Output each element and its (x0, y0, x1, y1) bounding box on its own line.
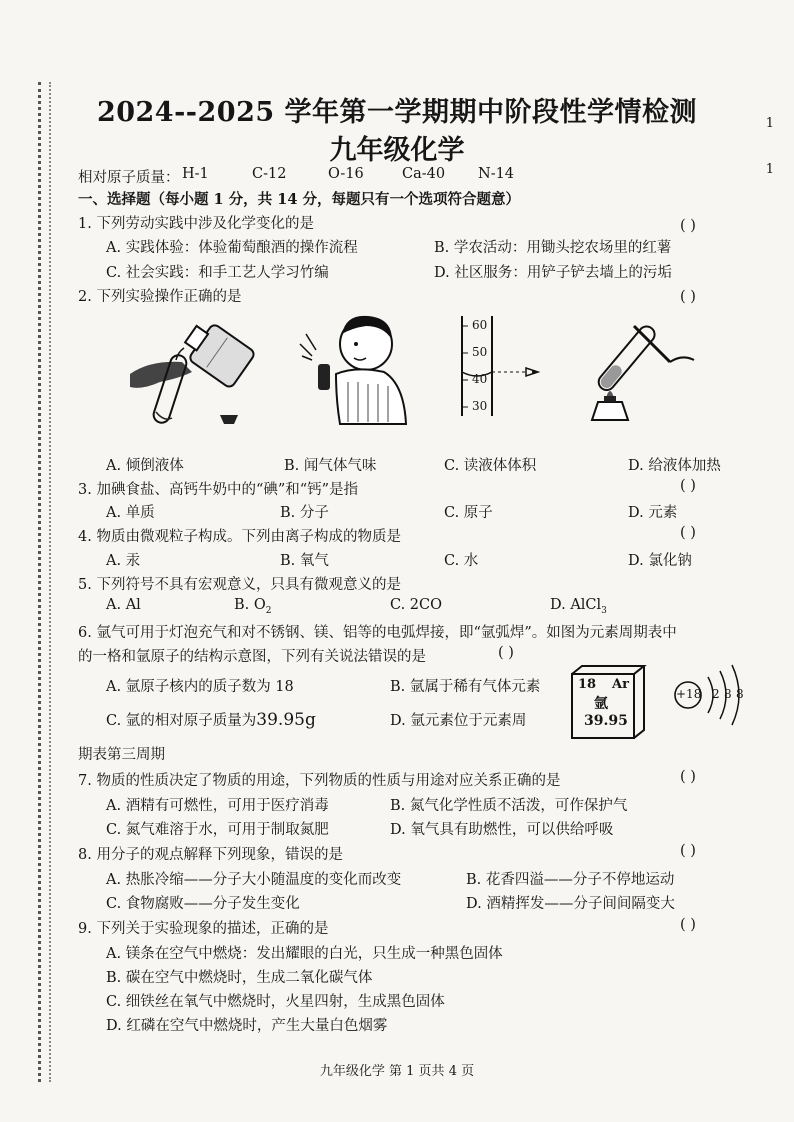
page-footer: 九年级化学 第 1 页共 4 页 (319, 1064, 475, 1079)
q5-option-b: B. $O_2$ (234, 597, 272, 616)
heating-liquid-illustration (586, 314, 696, 424)
q2-stem: 2. 下列实验操作正确的是 (78, 289, 242, 305)
element-symbol: Ar (612, 677, 629, 692)
q9-option-a: A. 镁条在空气中燃烧：发出耀眼的白光，只生成一种黑色固体 (106, 946, 503, 962)
q5-stem: 5. 下列符号不具有宏观意义，只具有微观意义的是 (78, 577, 401, 593)
q4-option-b: B. 氧气 (280, 553, 329, 569)
q1-option-d: D. 社区服务：用铲子铲去墙上的污垢 (434, 265, 672, 281)
graduated-cylinder-illustration (454, 316, 564, 420)
q1-option-c: C. 社会实践：和手工艺人学习竹编 (106, 265, 329, 281)
atomic-mass-c: C-12 (252, 166, 287, 182)
atom-shell-1: 2 (712, 687, 720, 701)
element-mass: 39.95 (584, 713, 628, 729)
q8-option-b: B. 花香四溢——分子不停地运动 (466, 872, 675, 888)
q9-option-b: B. 碳在空气中燃烧时，生成二氧化碳气体 (106, 970, 373, 986)
q5-option-d: D. AlCl$_3$ (550, 597, 607, 616)
cylinder-tick-60: 60 (472, 318, 488, 332)
q7-answer-paren: ( ) (680, 769, 696, 785)
q9-option-d: D. 红磷在空气中燃烧时，产生大量白色烟雾 (106, 1018, 388, 1034)
atom-shell-3: 8 (736, 687, 744, 701)
q2-option-d: D. 给液体加热 (628, 458, 721, 474)
q1-option-a: A. 实践体验：体验葡萄酿酒的操作流程 (106, 240, 358, 256)
periodic-table-cell (570, 664, 646, 742)
cylinder-tick-50: 50 (472, 345, 488, 359)
cylinder-tick-30: 30 (472, 399, 488, 413)
q2-option-a: A. 倾倒液体 (106, 458, 184, 474)
q7-option-d: D. 氧气具有助燃性，可以供给呼吸 (390, 822, 614, 838)
q6-option-b: B. 氩属于稀有气体元素 (390, 679, 541, 695)
q6-option-c: C. 氩的相对原子质量为39.95g (106, 710, 316, 730)
atomic-mass-n: N-14 (478, 166, 515, 182)
q6-stem-line2: 的一格和氩原子的结构示意图，下列有关说法错误的是 (78, 649, 426, 665)
pouring-liquid-illustration (120, 312, 270, 437)
q6-answer-paren: ( ) (498, 645, 514, 661)
atomic-mass-ca: Ca-40 (402, 166, 446, 182)
q7-option-b: B. 氮气化学性质不活泼，可作保护气 (390, 798, 628, 814)
q1-option-b: B. 学农活动：用锄头挖农场里的红薯 (434, 240, 672, 256)
q4-stem: 4. 物质由微观粒子构成。下列由离子构成的物质是 (78, 529, 401, 545)
q6-stem-line1: 6. 氩气可用于灯泡充气和对不锈钢、镁、铝等的电弧焊接，即“氩弧焊”。如图为元素周期表中 (78, 625, 677, 641)
atomic-mass-h: H-1 (182, 166, 209, 182)
q4-option-d: D. 氯化钠 (628, 553, 692, 569)
exam-title: 2024--2025 学年第一学期期中阶段性学情检测 (96, 97, 698, 128)
q3-answer-paren: ( ) (680, 478, 696, 494)
smelling-gas-illustration (296, 304, 416, 434)
q3-option-b: B. 分子 (280, 505, 329, 521)
q2-option-c: C. 读液体体积 (444, 458, 537, 474)
cylinder-tick-40: 40 (472, 372, 488, 386)
binding-margin-dots (38, 82, 56, 1082)
atom-shell-2: 8 (724, 687, 732, 701)
q2-option-b: B. 闻气体气味 (284, 458, 377, 474)
q4-option-a: A. 汞 (106, 553, 141, 569)
section-title: 一、选择题（每小题 1 分，共 14 分，每题只有一个选项符合题意） (78, 191, 520, 208)
atomic-mass-o: O-16 (328, 166, 364, 182)
exam-subtitle: 九年级化学 (329, 135, 465, 166)
q5-option-a: A. Al (106, 597, 141, 613)
atomic-mass-label: 相对原子质量： (78, 170, 180, 186)
q6-option-d-continuation: 期表第三周期 (78, 747, 165, 763)
q8-option-c: C. 食物腐败——分子发生变化 (106, 896, 300, 912)
side-number: 1 (765, 162, 774, 177)
q8-answer-paren: ( ) (680, 843, 696, 859)
q8-option-d: D. 酒精挥发——分子间间隔变大 (466, 896, 675, 912)
q7-option-c: C. 氮气难溶于水，可用于制取氮肥 (106, 822, 329, 838)
q4-answer-paren: ( ) (680, 525, 696, 541)
q3-option-d: D. 元素 (628, 505, 678, 521)
q8-option-a: A. 热胀冷缩——分子大小随温度的变化而改变 (106, 872, 402, 888)
side-number: 1 (765, 116, 774, 131)
element-name: 氩 (594, 696, 608, 712)
q4-option-c: C. 水 (444, 553, 479, 569)
q9-answer-paren: ( ) (680, 917, 696, 933)
q9-stem: 9. 下列关于实验现象的描述，正确的是 (78, 921, 329, 937)
q1-answer-paren: ( ) (680, 218, 696, 234)
q3-option-a: A. 单质 (106, 505, 155, 521)
q6-option-d: D. 氩元素位于元素周 (390, 713, 527, 729)
atom-nucleus-charge: +18 (676, 687, 702, 701)
q3-option-c: C. 原子 (444, 505, 493, 521)
q9-option-c: C. 细铁丝在氧气中燃烧时，火星四射，生成黑色固体 (106, 994, 445, 1010)
q8-stem: 8. 用分子的观点解释下列现象，错误的是 (78, 847, 343, 863)
q1-stem: 1. 下列劳动实践中涉及化学变化的是 (78, 216, 314, 232)
q3-stem: 3. 加碘食盐、高钙牛奶中的“碘”和“钙”是指 (78, 482, 359, 498)
q7-stem: 7. 物质的性质决定了物质的用途，下列物质的性质与用途对应关系正确的是 (78, 773, 561, 789)
q5-option-c: C. 2CO (390, 597, 443, 613)
q2-answer-paren: ( ) (680, 289, 696, 305)
q7-option-a: A. 酒精有可燃性，可用于医疗消毒 (106, 798, 329, 814)
q6-option-a: A. 氩原子核内的质子数为 18 (106, 679, 294, 695)
element-number: 18 (578, 677, 597, 692)
